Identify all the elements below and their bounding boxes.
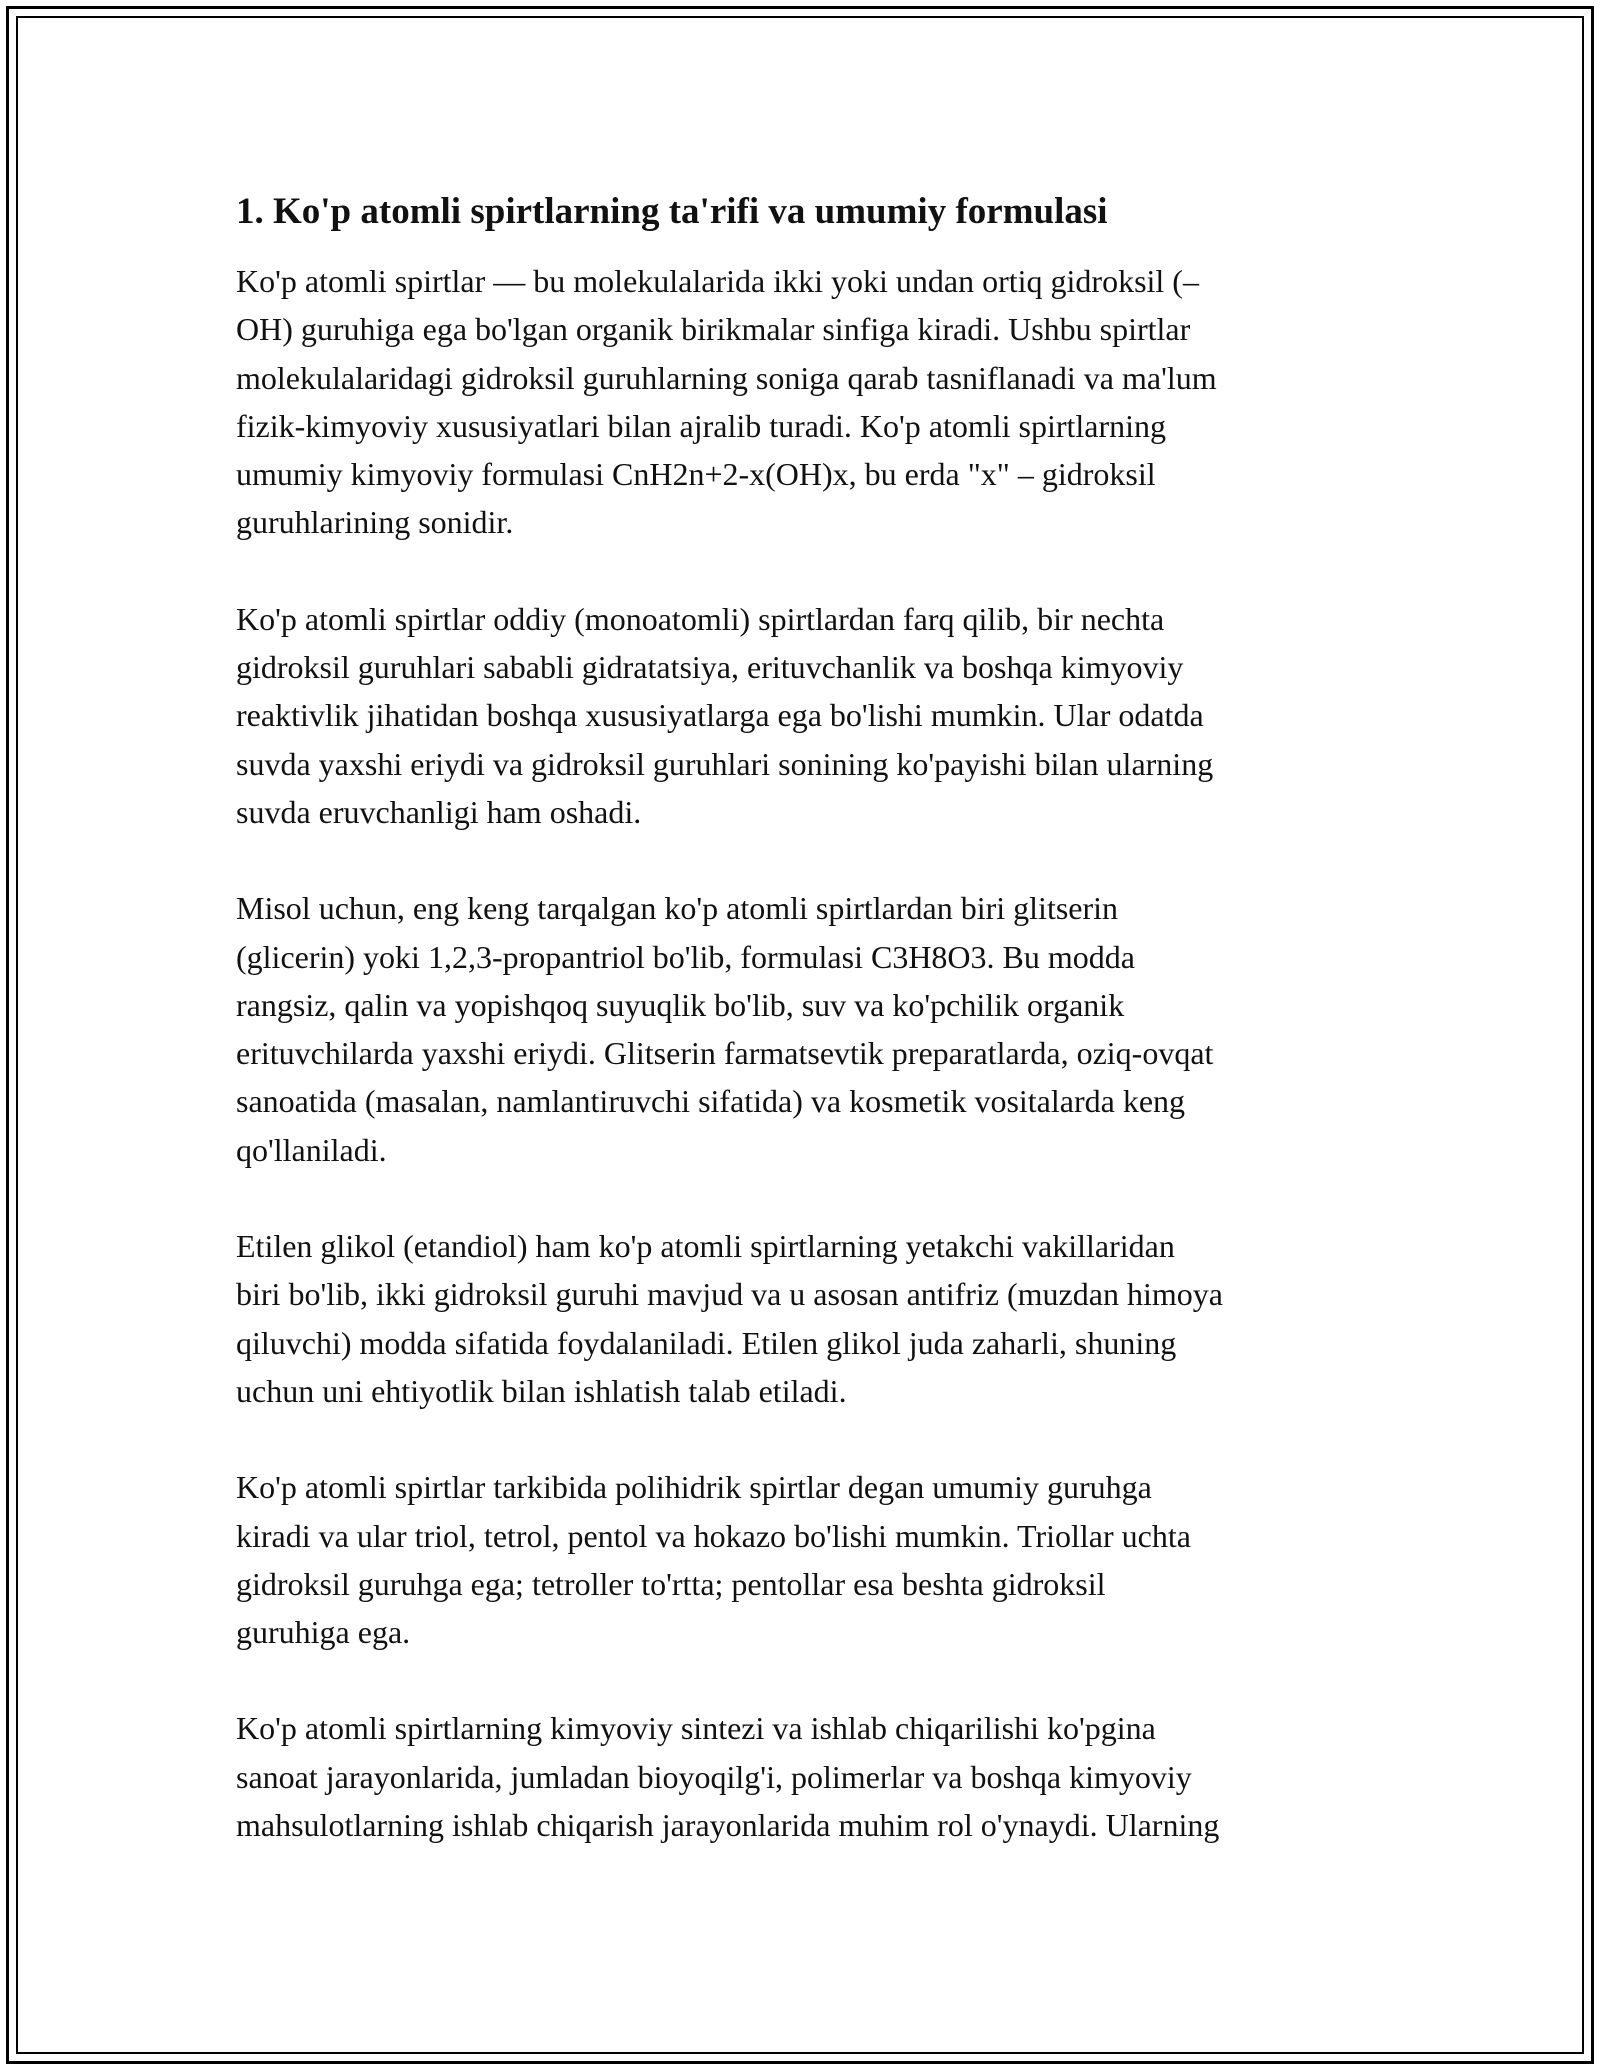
- text-line: gidroksil guruhga ega; tetroller to'rtta; pentollar esa beshta gidroksil: [236, 1565, 1106, 1602]
- text-line: Ko'p atomli spirtlar oddiy (monoatomli) spirtlardan farq qilib, bir nechta: [236, 600, 1165, 637]
- text-line: guruhiga ega.: [236, 1614, 411, 1651]
- text-line: kiradi va ular triol, tetrol, pentol va hokazo bo'lishi mumkin. Triollar uchta: [236, 1517, 1191, 1554]
- paragraph-1: [236, 257, 1386, 547]
- text-line: sanoat jarayonlarida, jumladan bioyoqilg'i, polimerlar va boshqa kimyoviy: [236, 1758, 1192, 1795]
- text-line: suvda yaxshi eriydi va gidroksil guruhlari sonining ko'payishi bilan ularning: [236, 745, 1214, 782]
- paragraph-5: [236, 1463, 1386, 1656]
- text-line: (glicerin) yoki 1,2,3-propantriol bo'lib, formulasi C3H8O3. Bu modda: [236, 938, 1135, 975]
- paragraph-2: [236, 595, 1386, 836]
- text-line: Misol uchun, eng keng tarqalgan ko'p atomli spirtlardan biri glitserin: [236, 890, 1119, 927]
- text-line: qo'llaniladi.: [236, 1131, 387, 1168]
- text-line: Etilen glikol (etandiol) ham ko'p atomli spirtlarning yetakchi vakillaridan: [236, 1228, 1175, 1265]
- text-line: uchun uni ehtiyotlik bilan ishlatish talab etiladi.: [236, 1372, 847, 1409]
- text-line: qiluvchi) modda sifatida foydalaniladi. Etilen glikol juda zaharli, shuning: [236, 1324, 1177, 1361]
- document-body: [236, 188, 1386, 1897]
- text-line: molekulalaridagi gidroksil guruhlarning soniga qarab tasniflanadi va ma'lum: [236, 359, 1217, 396]
- text-line: sanoatida (masalan, namlantiruvchi sifatida) va kosmetik vositalarda keng: [236, 1083, 1186, 1120]
- text-line: guruhlarining sonidir.: [236, 504, 514, 541]
- paragraph-3: [236, 884, 1386, 1174]
- text-line: suvda eruvchanligi ham oshadi.: [236, 793, 642, 830]
- text-line: gidroksil guruhlari sababli gidratatsiya, erituvchanlik va boshqa kimyoviy: [236, 649, 1184, 686]
- text-line: reaktivlik jihatidan boshqa xususiyatlarga ega bo'lishi mumkin. Ular odatda: [236, 697, 1204, 734]
- text-line: erituvchilarda yaxshi eriydi. Glitserin farmatsevtik preparatlarda, oziq-ovqat: [236, 1035, 1214, 1072]
- text-line: biri bo'lib, ikki gidroksil guruhi mavjud va u asosan antifriz (muzdan himoya: [236, 1276, 1223, 1313]
- text-line: umumiy kimyoviy formulasi CnH2n+2-x(OH)x, bu erda "x" – gidroksil: [236, 456, 1156, 493]
- text-line: Ko'p atomli spirtlar tarkibida polihidrik spirtlar degan umumiy guruhga: [236, 1469, 1152, 1506]
- text-line: OH) guruhiga ega bo'lgan organik birikmalar sinfiga kiradi. Ushbu spirtlar: [236, 311, 1191, 348]
- section-heading: 1. Ko'p atomli spirtlarning ta'rifi va umumiy formulasi: [236, 191, 1108, 232]
- text-line: Ko'p atomli spirtlarning kimyoviy sintezi va ishlab chiqarilishi ko'pgina: [236, 1710, 1156, 1747]
- paragraph-4: [236, 1222, 1386, 1415]
- paragraph-6: [236, 1704, 1386, 1849]
- text-line: rangsiz, qalin va yopishqoq suyuqlik bo'lib, suv va ko'pchilik organik: [236, 986, 1125, 1023]
- text-line: fizik-kimyoviy xususiyatlari bilan ajralib turadi. Ko'p atomli spirtlarning: [236, 407, 1167, 444]
- text-line: Ko'p atomli spirtlar — bu molekulalarida ikki yoki undan ortiq gidroksil (–: [236, 263, 1199, 299]
- text-line: mahsulotlarning ishlab chiqarish jarayonlarida muhim rol o'ynaydi. Ularning: [236, 1807, 1220, 1844]
